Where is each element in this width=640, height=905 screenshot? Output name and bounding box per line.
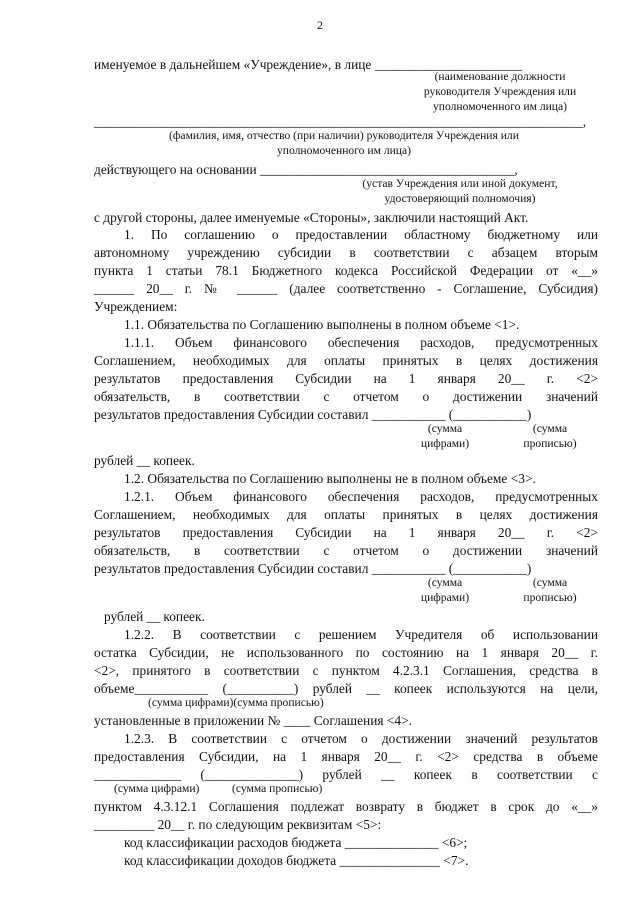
paragraph-line: предоставления Субсидии, на 1 января 20__ г. <2> средства в объеме bbox=[94, 749, 598, 764]
paragraph-line: Соглашением, необходимых для оплаты принятых в целях достижения bbox=[94, 507, 598, 522]
paragraph-line: результатов предоставления Субсидии на 1 января 20__ г. <2> bbox=[94, 525, 598, 540]
paragraph-line: Учреждением: bbox=[94, 299, 178, 314]
paragraph-line: остатка Субсидии, не использованного по состоянию на 1 января 20__ г. bbox=[94, 645, 598, 660]
text-line: именуемое в дальнейшем «Учреждение», в лице ______________________ bbox=[94, 57, 523, 72]
text-line: _________________________________________________________________________, bbox=[94, 114, 587, 129]
paragraph-line: Соглашением, необходимых для оплаты принятых в целях достижения bbox=[94, 353, 598, 368]
field-hint: (сумма bbox=[427, 576, 463, 589]
field-hint: цифрами) bbox=[420, 591, 470, 604]
paragraph-line: установленные в приложении № ____ Соглашения <4>. bbox=[94, 713, 413, 728]
paragraph-line: результатов предоставления Субсидии составил ___________ (___________) bbox=[94, 561, 532, 576]
paragraph-line: пункта 1 статьи 78.1 Бюджетного кодекса Российской Федерации от «__» bbox=[94, 263, 598, 278]
text-line: действующего на основании ______________________________________, bbox=[94, 162, 518, 177]
field-hint: (наименование должности bbox=[434, 70, 566, 83]
paragraph-line: рублей __ копеек. bbox=[104, 609, 205, 624]
field-hint: уполномоченного им лица) bbox=[276, 144, 412, 157]
field-hint: (сумма bbox=[532, 422, 568, 435]
field-hint: (сумма bbox=[532, 576, 568, 589]
field-hint: (фамилия, имя, отчество (при наличии) руководителя Учреждения или bbox=[169, 129, 519, 142]
field-hint: удостоверяющий полномочия) bbox=[384, 192, 536, 205]
paragraph-line: обязательств, в соответствии с отчетом о достижении значений bbox=[94, 389, 598, 404]
paragraph-line: 1. По соглашению о предоставлении областному бюджетному или bbox=[124, 227, 598, 242]
paragraph-line: объеме___________ (__________) рублей __ копеек используются на цели, bbox=[94, 681, 598, 696]
field-hint: (сумма прописью) bbox=[232, 782, 323, 795]
paragraph-line: автономному учреждению субсидии в соответствии с абзацем вторым bbox=[94, 245, 598, 260]
field-hint: прописью) bbox=[523, 591, 577, 604]
paragraph-line: 1.1. Обязательства по Соглашению выполнены в полном объеме <1>. bbox=[124, 317, 520, 332]
paragraph-line: 1.2. Обязательства по Соглашению выполнены не в полном объеме <3>. bbox=[124, 471, 536, 486]
field-hint: (сумма цифрами)(сумма прописью) bbox=[148, 696, 324, 709]
paragraph-line: _____________ (______________) рублей __ копеек в соответствии с bbox=[94, 767, 598, 782]
field-hint: цифрами) bbox=[420, 437, 470, 450]
paragraph-line: обязательств, в соответствии с отчетом о достижении значений bbox=[94, 543, 598, 558]
field-hint: уполномоченного им лица) bbox=[432, 100, 568, 113]
field-hint: (устав Учреждения или иной документ, bbox=[362, 177, 558, 190]
field-hint: (сумма bbox=[427, 422, 463, 435]
paragraph-line: результатов предоставления Субсидии на 1 января 20__ г. <2> bbox=[94, 371, 598, 386]
paragraph-line: 1.2.3. В соответствии с отчетом о достижении значений результатов bbox=[124, 731, 598, 746]
paragraph-line: 1.2.2. В соответствии с решением Учредителя об использовании bbox=[124, 627, 598, 642]
field-hint: руководителя Учреждения или bbox=[423, 85, 577, 98]
field-hint: прописью) bbox=[523, 437, 577, 450]
paragraph-line: пунктом 4.3.12.1 Соглашения подлежат возврату в бюджет в срок до «__» bbox=[94, 799, 598, 814]
field-hint: (сумма цифрами) bbox=[114, 782, 200, 795]
paragraph-line: <2>, принятого в соответствии с пунктом 4.2.3.1 Соглашения, средства в bbox=[94, 663, 598, 678]
paragraph-line: рублей __ копеек. bbox=[94, 453, 195, 468]
paragraph-line: результатов предоставления Субсидии составил ___________ (___________) bbox=[94, 407, 532, 422]
page-number: 2 bbox=[317, 18, 323, 32]
paragraph-line: ______ 20__ г. № ______ (далее соответственно - Соглашение, Субсидия) bbox=[94, 281, 598, 296]
paragraph-line: код классификации расходов бюджета ______________ <6>; bbox=[124, 835, 468, 850]
text-line: с другой стороны, далее именуемые «Стороны», заключили настоящий Акт. bbox=[94, 210, 529, 225]
paragraph-line: _________ 20__ г. по следующим реквизитам <5>: bbox=[94, 817, 382, 832]
paragraph-line: код классификации доходов бюджета _______________ <7>. bbox=[124, 853, 469, 868]
paragraph-line: 1.2.1. Объем финансового обеспечения расходов, предусмотренных bbox=[124, 489, 598, 504]
paragraph-line: 1.1.1. Объем финансового обеспечения расходов, предусмотренных bbox=[124, 335, 598, 350]
